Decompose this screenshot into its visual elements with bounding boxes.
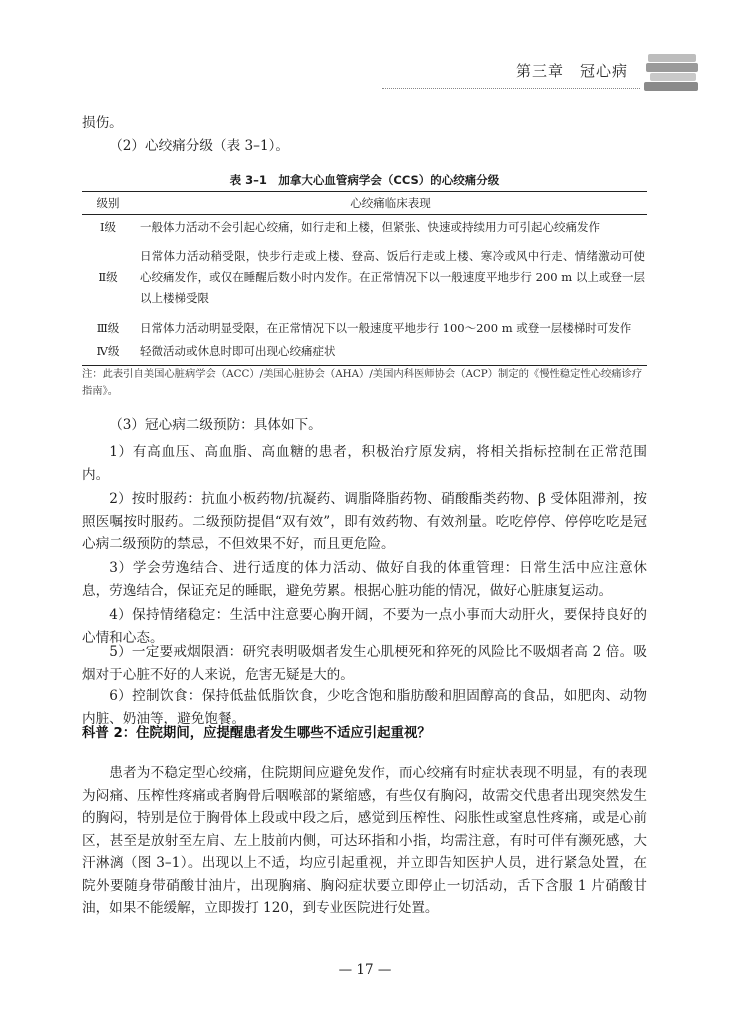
grade-cell: Ⅳ级 bbox=[96, 344, 120, 358]
chapter-title: 第三章 冠心病 bbox=[515, 62, 628, 80]
paragraph-grading: （2）心绞痛分级（表 3–1）。 bbox=[109, 138, 289, 154]
table-row bbox=[82, 215, 647, 242]
table-note: 注：此表引自美国心脏病学会（ACC）/美国心脏协会（AHA）/美国内科医师协会（ACP）制定的《慢性稳定性心绞痛诊疗指南》。 bbox=[82, 368, 643, 397]
grade-cell: Ⅲ级 bbox=[96, 321, 120, 335]
manifestation-cell: 日常体力活动明显受限，在正常情况下以一般速度平地步行 100～200 m 或登一层楼梯时可发作 bbox=[140, 321, 632, 335]
manifestation-cell: 日常体力活动稍受限，快步行走或上楼、登高、饭后行走或上楼、寒冷或风中行走、情绪激动可使心绞痛发作，或仅在睡醒后数小时内发作。在正常情况下以一般速度平地步行 200 m 以上或登一层以上楼梯受限 bbox=[140, 249, 645, 305]
paragraph-item-5: 5）一定要戒烟限酒：研究表明吸烟者发生心肌梗死和猝死的风险比不吸烟者高 2 倍。吸烟对于心脏不好的人来说，危害无疑是大的。 bbox=[82, 644, 647, 683]
grade-cell: Ⅱ级 bbox=[98, 270, 118, 284]
paragraph-item-1: 1）有高血压、高血脂、高血糖的患者，积极治疗原发病，将相关指标控制在正常范围内。 bbox=[82, 444, 647, 483]
table-row bbox=[82, 242, 647, 314]
running-header bbox=[82, 58, 640, 86]
paragraph-item-4: 4）保持情绪稳定：生活中注意要心胸开阔，不要为一点小事而大动肝火，要保持良好的心情和心态。 bbox=[82, 607, 647, 646]
paragraph-item-3: 3）学会劳逸结合、进行适度的体力活动、做好自我的体重管理：日常生活中应注意休息，劳逸结合，保证充足的睡眠，避免劳累。根据心脏功能的情况，做好心脏康复运动。 bbox=[82, 560, 647, 599]
manifestation-cell: 轻微活动或休息时即可出现心绞痛症状 bbox=[140, 344, 336, 358]
header-divider bbox=[382, 88, 640, 89]
paragraph-item-2: 2）按时服药：抗血小板药物/抗凝药、调脂降脂药物、硝酸酯类药物、β 受体阻滞剂，按照医嘱按时服药。二级预防提倡“双有效”，即有效药物、有效剂量。吃吃停停、停停吃吃是冠心病二级预防的禁忌，不但效果不好，而且更危险。 bbox=[82, 491, 647, 552]
ccs-grading-table bbox=[82, 191, 647, 366]
header-grade: 级别 bbox=[96, 196, 120, 210]
table-caption: 表 3–1 加拿大心血管病学会（CCS）的心绞痛分级 bbox=[229, 173, 500, 187]
stacked-books-icon bbox=[644, 48, 700, 94]
paragraph-science: 患者为不稳定型心绞痛，住院期间应避免发作，而心绞痛有时症状表现不明显，有的表现为闷痛、压榨性疼痛或者胸骨后咽喉部的紧缩感，有些仅有胸闷，故需交代患者出现突然发生的胸闷，特别是位于胸骨体上段或中段之后，感觉到压榨性、闷胀性或窒息性疼痛，或是心前区，甚至是放射至左肩、左上肢前内侧，可达环指和小指，均需注意，有时可伴有濒死感，大汗淋漓（图 3–1）。出现以上不适，均应引起重视，并立即告知医护人员，进行紧急处置，在院外要随身带硝酸甘油片，出现胸痛、胸闷症状要立即停止一切活动，舌下含服 1 片硝酸甘油，如果不能缓解，立即拨打 120，到专业医院进行处置。 bbox=[82, 765, 647, 916]
header-manifestation: 心绞痛临床表现 bbox=[350, 196, 431, 210]
manifestation-cell: 一般体力活动不会引起心绞痛，如行走和上楼，但紧张、快速或持续用力可引起心绞痛发作 bbox=[140, 220, 600, 234]
paragraph-damage: 损伤。 bbox=[82, 115, 123, 131]
table-header-row bbox=[82, 192, 647, 215]
page-number: — 17 — bbox=[338, 962, 392, 978]
paragraph-item-6: 6）控制饮食：保持低盐低脂饮食，少吃含饱和脂肪酸和胆固醇高的食品，如肥肉、动物内脏、奶油等，避免饱餐。 bbox=[82, 688, 647, 727]
section-heading: 科普 2：住院期间，应提醒患者发生哪些不适应引起重视？ bbox=[82, 726, 431, 741]
grade-cell: Ⅰ级 bbox=[99, 220, 117, 234]
table-row bbox=[82, 341, 647, 365]
table-row bbox=[82, 314, 647, 341]
paragraph-secondary-prevention: （3）冠心病二级预防：具体如下。 bbox=[109, 417, 322, 433]
